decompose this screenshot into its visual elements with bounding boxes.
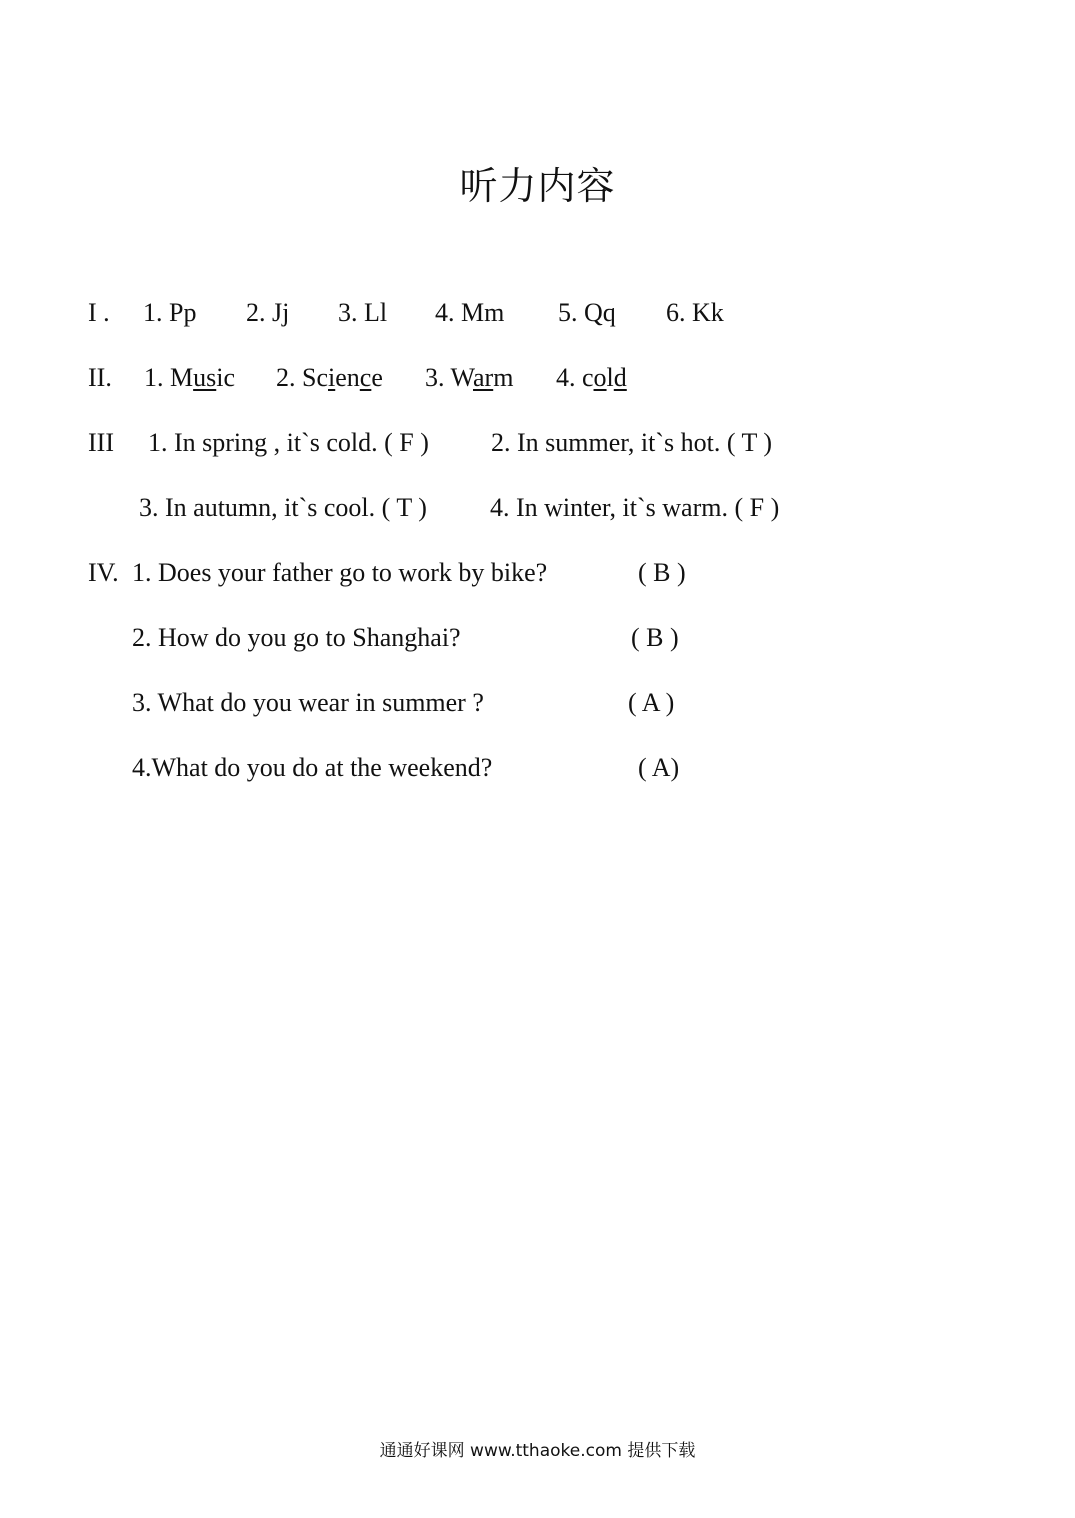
letter-item: 6. Kk [666,298,724,327]
statement-item: 1. In spring , it`s cold. ( F ) [148,428,429,457]
answer-choice: ( B ) [638,558,686,587]
question-text: 1. Does your father go to work by bike? [132,558,548,587]
statement-item: 2. In summer, it`s hot. ( T ) [491,428,773,457]
letter-item: 1. Pp [143,298,197,327]
page-title: 听力内容 [459,164,616,208]
letter-item: 5. Qq [558,298,616,327]
letter-item: 2. Jj [246,298,290,327]
statement-item: 3. In autumn, it`s cool. ( T ) [139,493,427,522]
answer-choice: ( B ) [631,623,679,652]
answer-choice: ( A) [638,753,680,782]
question-text: 3. What do you wear in summer ? [132,688,484,717]
footer-source-note: 通通好课网 www.tthaoke.com 提供下载 [379,1441,696,1461]
section-1-label: I . [88,298,110,327]
letter-item: 4. Mm [435,298,505,327]
section-4-label: IV. [88,558,119,587]
word-item-music: 1. Music [144,363,236,392]
answer-choice: ( A ) [628,688,675,717]
word-item-cold: 4. cold [556,363,627,392]
question-text: 2. How do you go to Shanghai? [132,623,461,652]
section-3-label: III [88,428,114,457]
statement-item: 4. In winter, it`s warm. ( F ) [490,493,780,522]
word-item-warm: 3. Warm [425,363,514,392]
word-item-science: 2. Science [276,363,383,392]
section-2-label: II. [88,363,112,392]
letter-item: 3. Ll [338,298,388,327]
question-text: 4.What do you do at the weekend? [132,753,493,782]
